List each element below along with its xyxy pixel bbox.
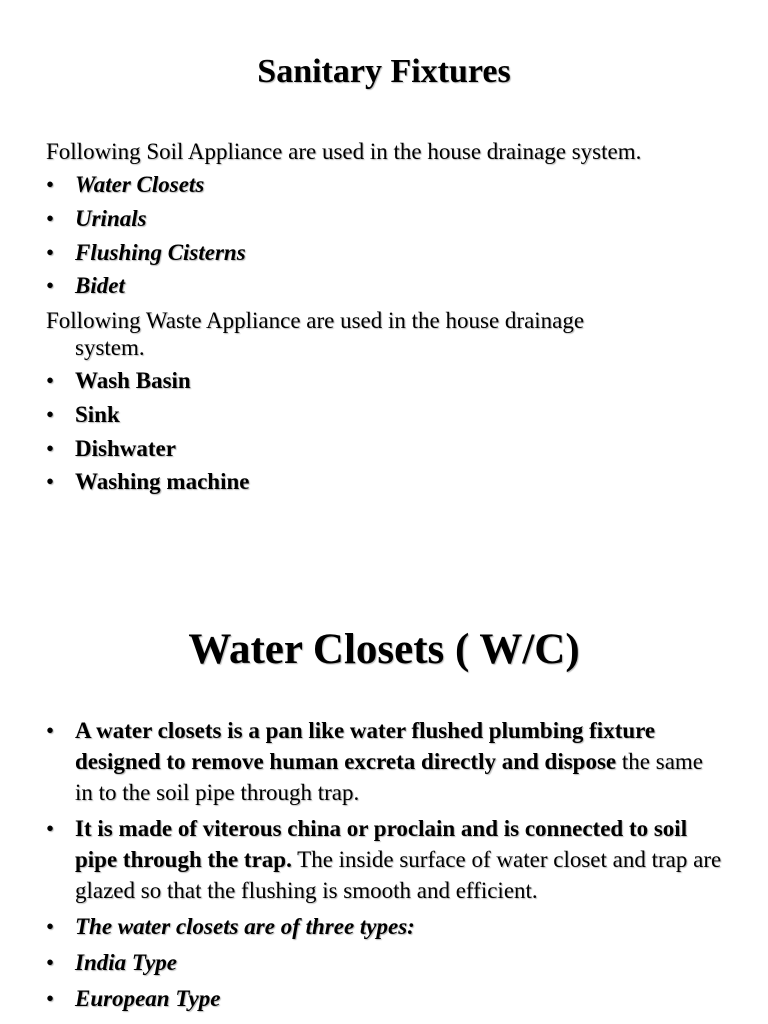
bullet-icon: •	[46, 950, 55, 975]
waste-appliance-intro	[46, 307, 726, 361]
bullet-icon: •	[46, 172, 55, 197]
bullet-icon: •	[46, 273, 55, 299]
list-item	[46, 465, 249, 499]
point-bold-text: It is made of viterous china or proclain and is connected to soil pipe through the trap.	[75, 816, 688, 872]
list-item-label: Flushing Cisterns	[75, 239, 246, 265]
bullet-icon: •	[46, 368, 55, 393]
list-item	[46, 947, 726, 978]
types-heading: The water closets are of three types:	[75, 914, 415, 939]
point-bold-text: A water closets is a pan like water flushed plumbing fixture designed to remove human excreta directly and dispose	[75, 718, 656, 774]
bullet-icon: •	[46, 816, 55, 841]
list-item	[46, 983, 726, 1014]
list-item	[46, 202, 246, 236]
list-item-label: Washing machine	[75, 469, 250, 495]
bullet-icon: •	[46, 914, 55, 939]
slide-title: Sanitary Fixtures	[257, 53, 511, 90]
list-item-label: Wash Basin	[75, 368, 191, 393]
soil-appliance-list	[46, 168, 246, 303]
bullet-icon: •	[46, 718, 55, 743]
list-item	[46, 432, 249, 466]
point-normal-text: The inside surface of water closet and trap are glazed so that the flushing is smooth and efficient.	[75, 847, 722, 903]
list-item	[46, 236, 246, 270]
bullet-icon: •	[46, 469, 55, 495]
bullet-icon: •	[46, 205, 55, 231]
list-item	[46, 813, 726, 906]
list-item-label: Sink	[75, 401, 120, 427]
waste-intro-line2: system.	[75, 335, 145, 360]
type-label: India Type	[75, 950, 177, 975]
list-item	[46, 168, 246, 202]
waste-appliance-list	[46, 364, 249, 499]
list-item	[46, 911, 726, 942]
slide-water-closets	[0, 512, 768, 1024]
list-item-label: Urinals	[75, 205, 147, 231]
bullet-icon: •	[46, 435, 55, 461]
list-item	[46, 269, 246, 303]
point-normal-text: the same in to the soil pipe through trap.	[75, 749, 703, 805]
bullet-icon: •	[46, 401, 55, 427]
water-closet-points	[46, 715, 726, 1019]
waste-intro-line1: Following Waste Appliance are used in the house drainage	[46, 308, 585, 333]
type-label: European Type	[75, 986, 221, 1011]
slide-title: Water Closets ( W/C)	[188, 626, 580, 673]
soil-appliance-intro: Following Soil Appliance are used in the house drainage system.	[46, 139, 642, 164]
bullet-icon: •	[46, 986, 55, 1011]
list-item-label: Water Closets	[75, 172, 205, 197]
bullet-icon: •	[46, 239, 55, 265]
list-item	[46, 398, 249, 432]
list-item-label: Bidet	[75, 273, 125, 299]
list-item	[46, 715, 726, 808]
list-item	[46, 364, 249, 398]
list-item-label: Dishwater	[75, 435, 176, 461]
